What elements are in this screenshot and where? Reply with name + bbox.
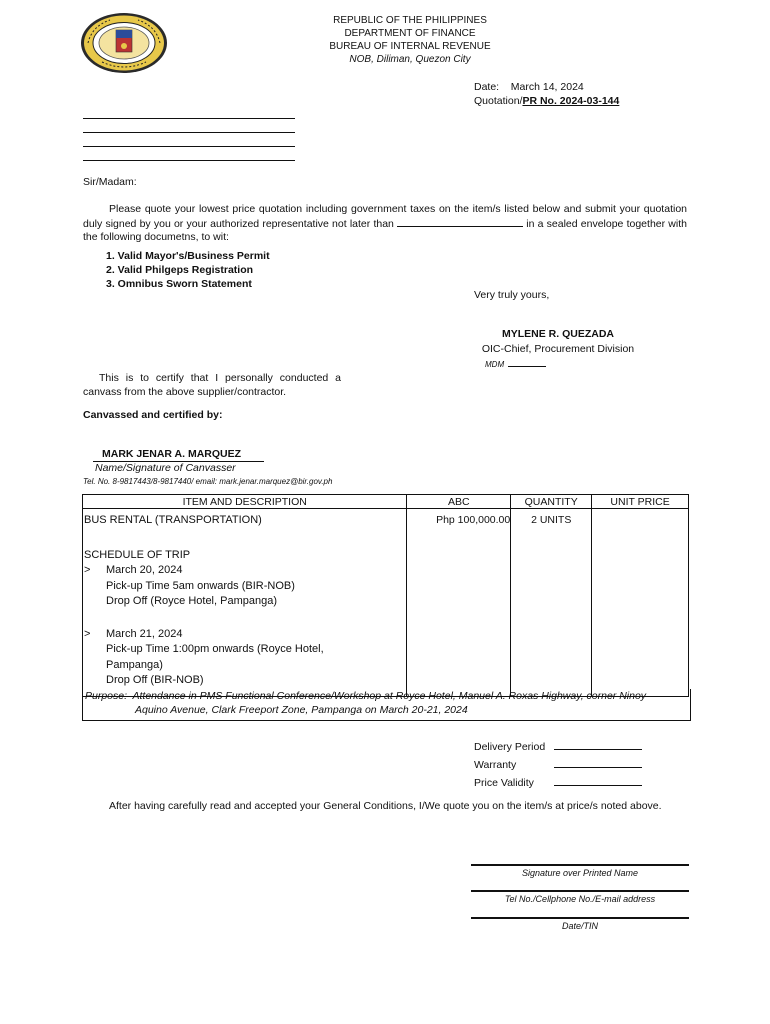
date-label: Date: <box>474 81 500 93</box>
contact-line[interactable]: Tel No./Cellphone No./E-mail address <box>471 890 689 904</box>
header-department: DEPARTMENT OF FINANCE <box>344 28 476 39</box>
salutation: Sir/Madam: <box>83 176 137 188</box>
col-header-quantity: QUANTITY <box>511 495 592 509</box>
purpose-label: Purpose: <box>85 690 128 702</box>
requirement-item: 1. Valid Mayor's/Business Permit <box>106 250 270 262</box>
trip-2: > March 21, 2024 Pick-up Time 1:00pm onwards (Royce Hotel, Pampanga) Drop Off (BIR-NOB) <box>84 627 324 686</box>
warranty-field[interactable] <box>554 757 642 768</box>
schedule-title: SCHEDULE OF TRIP <box>84 548 191 561</box>
acceptance-text: After having carefully read and accepted your General Conditions, I/We quote you on the item/s at price/s noted above. <box>109 800 662 812</box>
delivery-period-label: Delivery Period <box>474 741 546 753</box>
signatory-initials: MDM <box>485 358 546 369</box>
quotation-label: Quotation/ <box>474 95 523 107</box>
table-row <box>83 509 689 697</box>
closing: Very truly yours, <box>474 289 550 301</box>
request-text-1: Please quote your lowest price quotation including government taxes on the item/s listed below and submit your quotation duly signed by you or your authorized representative not later than <box>83 203 687 230</box>
date-value: March 14, 2024 <box>510 81 584 93</box>
date-block <box>474 80 619 108</box>
terms-block <box>474 738 642 792</box>
signatory-name: MYLENE R. QUEZADA <box>501 328 614 340</box>
header-bureau: BUREAU OF INTERNAL REVENUE <box>329 41 491 52</box>
address-line[interactable] <box>83 118 295 119</box>
canvasser-caption: Name/Signature of Canvasser <box>93 461 264 474</box>
item-name: BUS RENTAL (TRANSPORTATION) <box>84 514 262 526</box>
items-table <box>82 494 689 697</box>
purpose-line-2: Aquino Avenue, Clark Freeport Zone, Pampanga on March 20-21, 2024 <box>135 704 468 716</box>
col-header-item: ITEM AND DESCRIPTION <box>83 495 407 509</box>
deadline-blank[interactable] <box>397 217 523 227</box>
address-line[interactable] <box>83 146 295 147</box>
canvassed-label: Canvassed and certified by: <box>83 409 223 421</box>
date-tin-line[interactable]: Date/TIN <box>471 917 689 931</box>
delivery-period-field[interactable] <box>554 739 642 750</box>
warranty-label: Warranty <box>474 759 517 771</box>
request-paragraph <box>83 203 687 245</box>
certification-text: This is to certify that I personally conducted a canvass from the above supplier/contractor. <box>83 372 341 398</box>
address-line[interactable] <box>83 132 295 133</box>
canvasser-contact: Tel. No. 8-9817443/8-9817440/ email: mark.jenar.marquez@bir.gov.ph <box>83 477 333 486</box>
item-description-cell <box>83 509 407 697</box>
pr-number: PR No. 2024-03-144 <box>522 95 620 107</box>
bir-seal-logo <box>80 12 168 74</box>
price-validity-field[interactable] <box>554 775 642 786</box>
unit-price-cell[interactable] <box>592 509 689 697</box>
table-header-row <box>83 495 689 509</box>
letterhead <box>290 14 530 66</box>
col-header-abc: ABC <box>407 495 511 509</box>
trip-1: > March 20, 2024 Pick-up Time 5am onwards (BIR-NOB) Drop Off (Royce Hotel, Pampanga) <box>84 564 295 607</box>
price-validity-label: Price Validity <box>474 777 534 789</box>
header-address: NOB, Diliman, Quezon City <box>349 54 471 65</box>
purpose-box <box>82 689 691 721</box>
purpose-line-1: Attendance in PMS Functional Conference/Workshop at Royce Hotel, Manuel A. Roxas Highway, corner Ninoy <box>132 690 647 702</box>
abc-cell: Php 100,000.00 <box>407 509 511 697</box>
header-country: REPUBLIC OF THE PHILIPPINES <box>333 15 487 26</box>
canvasser-name: MARK JENAR A. MARQUEZ <box>102 448 242 460</box>
requirement-item: 2. Valid Philgeps Registration <box>106 264 254 276</box>
signatory-title: OIC-Chief, Procurement Division <box>481 343 635 355</box>
address-line[interactable] <box>83 160 295 161</box>
signature-line[interactable]: Signature over Printed Name <box>471 864 689 878</box>
requirement-item: 3. Omnibus Sworn Statement <box>106 278 252 290</box>
col-header-unit-price: UNIT PRICE <box>592 495 689 509</box>
quantity-cell: 2 UNITS <box>511 509 592 697</box>
request-text-2: in a sealed envelope together with the following documetns, to wit: <box>83 217 687 243</box>
requirements-list <box>106 249 270 291</box>
